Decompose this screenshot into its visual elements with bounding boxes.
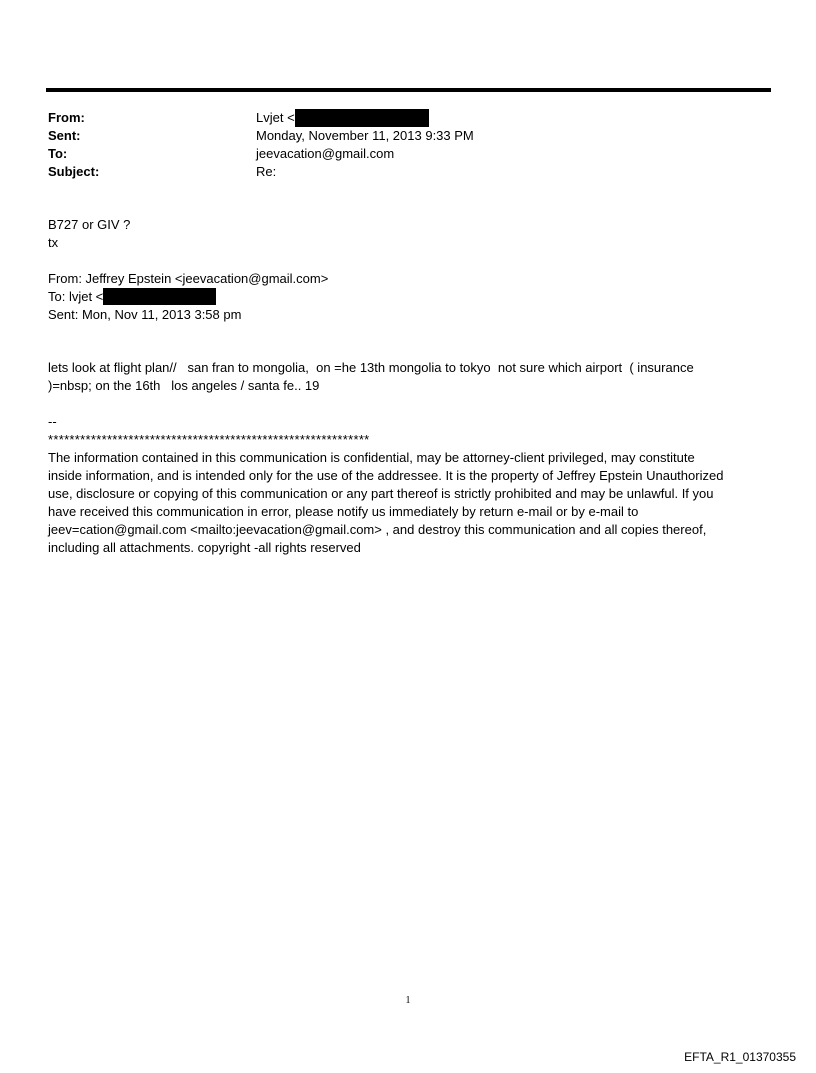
signature-stars: ************************************************************ [48,432,370,447]
disclaimer-line: inside information, and is intended only for the use of the addressee. It is the property of Jeffrey Epstein Unauthorized [48,468,724,483]
quoted-to [48,288,768,306]
to-row [48,145,474,163]
from-value [256,109,429,127]
from-name: Lvjet < [256,110,295,125]
disclaimer-line: use, disclosure or copying of this communication or any part thereof is strictly prohibited and may be unlawful. If you [48,486,714,501]
disclaimer-line: have received this communication in error, please notify us immediately by return e-mail or by e-mail to [48,504,639,519]
disclaimer-line: including all attachments. copyright -all rights reserved [48,540,361,555]
reply-line: B727 or GIV ? [48,217,131,232]
sent-row [48,127,474,145]
signature-dashes: -- [48,414,57,429]
quoted-header [48,270,768,324]
subject-label: Subject: [48,164,100,179]
header-rule [46,88,771,92]
quoted-from: From: Jeffrey Epstein <jeevacation@gmail.com> [48,271,329,286]
message-line: )=nbsp; on the 16th los angeles / santa fe.. 19 [48,378,320,393]
signature-block [48,413,768,557]
page-number: 1 [405,995,411,1006]
redaction-box [103,288,216,305]
sent-label: Sent: [48,128,81,143]
sent-value: Monday, November 11, 2013 9:33 PM [256,128,474,143]
subject-row [48,163,474,181]
message-text [48,359,768,395]
quoted-sent: Sent: Mon, Nov 11, 2013 3:58 pm [48,307,242,322]
email-header [48,109,474,181]
from-row [48,109,474,127]
subject-value: Re: [256,164,277,179]
to-value: jeevacation@gmail.com [256,146,395,161]
from-label: From: [48,110,85,125]
to-label: To: [48,146,68,161]
reply-text [48,216,768,252]
redaction-box [295,109,429,127]
message-line: lets look at flight plan// san fran to mongolia, on =he 13th mongolia to tokyo not sure which airport ( insurance [48,360,694,375]
disclaimer-line: jeev=cation@gmail.com <mailto:jeevacation@gmail.com> , and destroy this communication and all copies thereof, [48,522,707,537]
disclaimer-line: The information contained in this communication is confidential, may be attorney-client privileged, may constitute [48,450,695,465]
quoted-to-text: To: lvjet < [48,289,104,304]
bates-number: EFTA_R1_01370355 [684,1050,796,1064]
reply-line: tx [48,235,59,250]
